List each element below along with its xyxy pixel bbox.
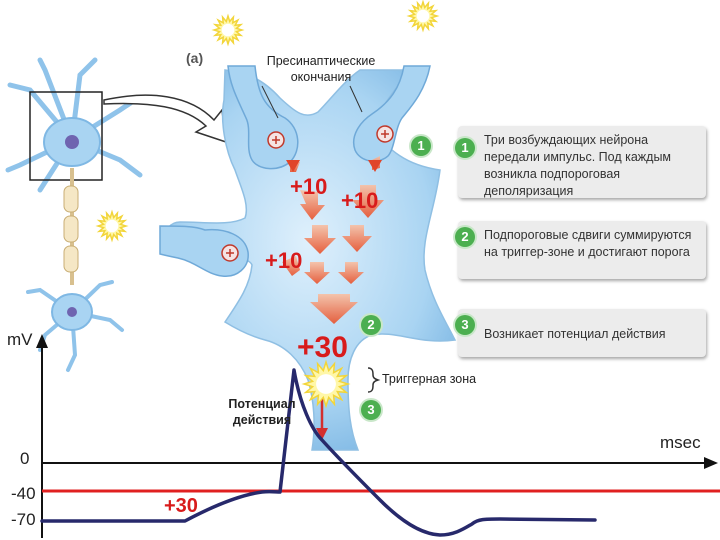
trigger-zone-brace bbox=[368, 368, 378, 392]
step-badge-3: 3 bbox=[455, 315, 475, 335]
action-potential-label-line2: действия bbox=[232, 413, 292, 427]
x-axis-label: msec bbox=[660, 433, 701, 452]
step-text-2: Подпороговые сдвиги суммируются на триггер-зоне и достигают порога bbox=[484, 228, 692, 259]
panel-label: (a) bbox=[186, 50, 204, 66]
psp-value-2: +10 bbox=[341, 188, 379, 213]
step-badge-1: 1 bbox=[455, 138, 475, 158]
step-box-1 bbox=[458, 126, 706, 198]
step-text-3: Возникает потенциал действия bbox=[484, 327, 666, 341]
membrane-potential-plot bbox=[36, 334, 720, 538]
trigger-zone-label: Триггерная зона bbox=[382, 372, 477, 386]
presynaptic-label-line2: окончания bbox=[290, 70, 352, 84]
sum-value: +30 bbox=[297, 331, 348, 364]
action-potential-label-line1: Потенциал bbox=[228, 397, 296, 411]
step-box-3 bbox=[458, 309, 706, 357]
y-tick-0: 0 bbox=[20, 449, 30, 468]
psp-value-3: +10 bbox=[265, 248, 303, 273]
presynaptic-label bbox=[250, 53, 392, 85]
neuron-badge-2: 2 bbox=[361, 315, 381, 335]
neuron-badge-3: 3 bbox=[361, 400, 381, 420]
y-tick-minus70: -70 bbox=[11, 510, 36, 529]
plus-icon bbox=[222, 245, 238, 261]
y-tick-minus40: -40 bbox=[11, 484, 36, 503]
sparkle-icon bbox=[98, 212, 126, 240]
step-badge-2: 2 bbox=[455, 227, 475, 247]
sparkle-icon bbox=[409, 2, 437, 30]
action-potential-label bbox=[212, 396, 312, 428]
plus-icon bbox=[377, 126, 393, 142]
plot-sum-label: +30 bbox=[164, 495, 198, 517]
psp-value-1: +10 bbox=[290, 174, 328, 199]
step-text-1: Три возбуждающих нейрона передали импульс. Под каждым возникла подпороговая деполяризация bbox=[484, 133, 672, 198]
presynaptic-label-line1: Пресинаптические bbox=[266, 54, 376, 68]
sparkle-icon bbox=[214, 16, 242, 44]
plus-icon bbox=[268, 132, 284, 148]
step-box-2 bbox=[458, 221, 706, 279]
neuron-badge-1: 1 bbox=[411, 136, 431, 156]
y-axis-label: mV bbox=[7, 330, 33, 349]
